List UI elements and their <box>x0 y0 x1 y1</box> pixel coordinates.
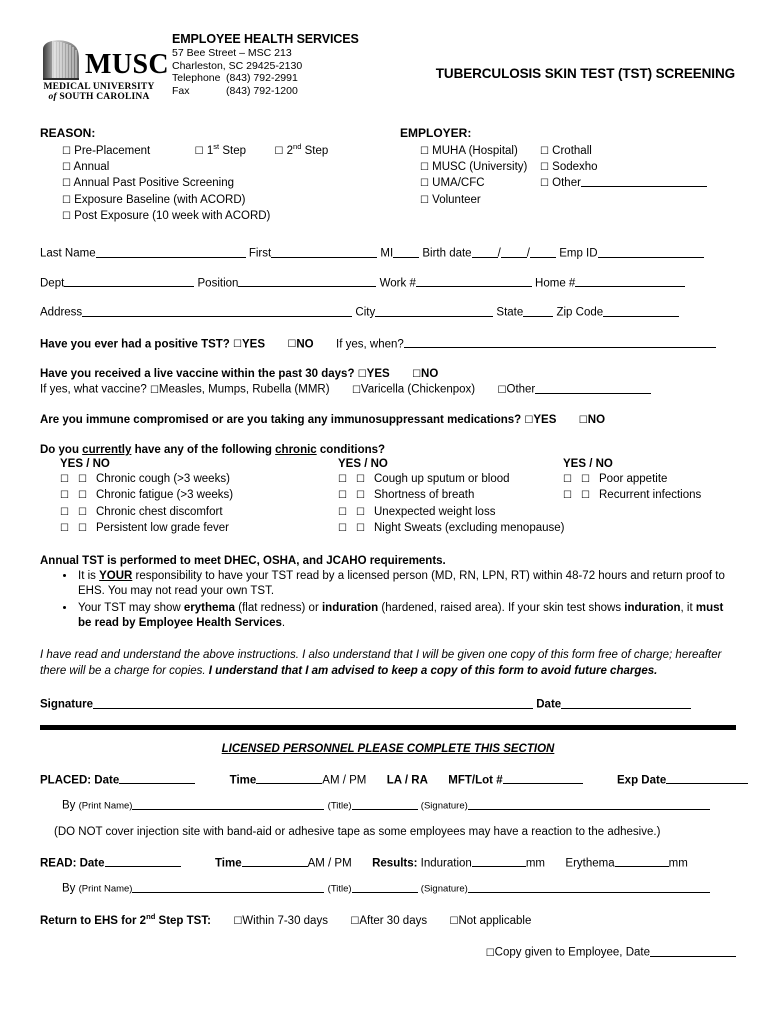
musc-sub-of: of <box>48 92 57 102</box>
zip-label: Zip Code <box>556 306 604 319</box>
read-date-input[interactable] <box>105 856 181 868</box>
vaccine-other-input[interactable] <box>535 382 651 394</box>
employer-label-other: Other <box>552 177 581 190</box>
bullet2-p3: (hardened, raised area). If your skin test shows <box>378 601 625 614</box>
musc-logo <box>40 30 170 102</box>
reason-label-annual: Annual <box>73 161 110 174</box>
bullet2-p5: . <box>281 617 286 630</box>
chronic-heading-part-2: have any of the following <box>131 443 276 456</box>
bullet2-erythema: erythema <box>183 601 236 614</box>
consent-paragraph <box>40 648 736 679</box>
reason-row-annual <box>40 159 400 175</box>
checkbox-employer-other[interactable]: ☐ <box>540 178 549 190</box>
checkbox-live-vaccine-no[interactable]: ☐ <box>412 369 422 381</box>
checkbox-weight-loss-yes[interactable]: ☐ <box>338 506 347 518</box>
vaccine-mmr-label: Measles, Mumps, Rubella (MMR) <box>158 383 330 396</box>
musc-wordmark: MUSC <box>85 49 170 80</box>
bullet2-p1: Your TST may show <box>78 601 184 614</box>
checkbox-uma-cfc[interactable]: ☐ <box>420 178 429 190</box>
checkbox-chronic-fatigue-yes[interactable]: ☐ <box>60 490 69 502</box>
section-divider <box>40 725 736 730</box>
read-induration-input[interactable] <box>472 856 526 868</box>
live-vaccine-no-label: NO <box>421 368 439 381</box>
reason-label-first-step-sup: st <box>213 142 220 152</box>
checkbox-immune-yes[interactable]: ☐ <box>524 414 534 426</box>
checkbox-second-step[interactable]: ☐ <box>274 146 284 157</box>
bullet1-pre: It is <box>78 569 100 582</box>
checkbox-night-sweats-no[interactable]: ☐ <box>356 523 365 535</box>
read-erythema-label: Erythema <box>565 857 615 870</box>
chronic-item-weight-loss <box>318 504 543 520</box>
employer-other-input[interactable] <box>581 176 707 188</box>
name-line <box>40 246 736 260</box>
position-input[interactable] <box>238 276 376 288</box>
checkbox-poor-appetite-no[interactable]: ☐ <box>581 473 590 485</box>
chronic-item-cough-sputum <box>318 471 543 487</box>
positive-tst-when-input[interactable] <box>404 337 716 349</box>
instruction-bullet-2 <box>76 601 736 632</box>
positive-tst-when-label: If yes, when? <box>336 338 404 351</box>
return-label-part-2: Step TST: <box>155 914 211 927</box>
state-input[interactable] <box>523 305 553 317</box>
checkbox-vaccine-other[interactable]: ☐ <box>497 384 507 396</box>
placed-by-row <box>40 798 736 812</box>
work-number-label: Work # <box>379 277 416 290</box>
form-sheet <box>40 30 736 959</box>
checkbox-shortness-breath-no[interactable]: ☐ <box>356 490 365 502</box>
read-induration-label: Induration <box>420 857 472 870</box>
chronic-label-weight-loss: Unexpected weight loss <box>374 505 496 518</box>
instructions-list <box>40 569 736 632</box>
first-name-label: First <box>248 247 272 260</box>
org-address-line-1: 57 Bee Street – MSC 213 <box>172 47 292 59</box>
chronic-label-poor-appetite: Poor appetite <box>599 472 668 485</box>
reason-row-exposure-baseline <box>40 192 400 208</box>
placed-signature-label: (Signature) <box>420 800 468 812</box>
employer-row-2 <box>400 159 736 175</box>
checkbox-poor-appetite-yes[interactable]: ☐ <box>563 473 572 485</box>
question-which-vaccine <box>40 382 736 396</box>
placed-title-input[interactable] <box>352 798 418 810</box>
placed-row <box>40 773 736 787</box>
address-input[interactable] <box>82 305 352 317</box>
employer-label-crothall: Crothall <box>552 145 592 157</box>
return-label-sup: nd <box>146 912 156 922</box>
musc-sub-state: SOUTH CAROLINA <box>59 92 150 102</box>
read-ampm-label[interactable]: AM / PM <box>307 857 352 870</box>
bullet2-p2: (flat redness) or <box>235 601 322 614</box>
work-number-input[interactable] <box>416 276 532 288</box>
read-signature-input[interactable] <box>468 881 710 893</box>
immune-no-label: NO <box>587 413 606 426</box>
bullet1-your: YOUR <box>99 569 133 582</box>
copy-given-row <box>40 945 736 959</box>
employer-label-uma-cfc: UMA/CFC <box>432 177 485 190</box>
bullet2-must-be-read: must be read by Employee Health Services <box>78 601 724 630</box>
placed-ampm-label[interactable]: AM / PM <box>322 774 367 787</box>
yes-no-header-col3: YES / NO <box>563 457 613 470</box>
fax-label: Fax <box>172 84 190 97</box>
placed-date-label: PLACED: Date <box>40 774 120 787</box>
yes-no-header-col1: YES / NO <box>60 457 110 470</box>
question-live-vaccine <box>40 368 736 380</box>
employer-label-musc-university: MUSC (University) <box>432 161 528 174</box>
checkbox-crothall[interactable]: ☐ <box>540 146 549 157</box>
chronic-item-low-grade-fever <box>40 520 318 536</box>
checkbox-recurrent-infections-no[interactable]: ☐ <box>581 490 590 502</box>
read-title-input[interactable] <box>352 881 418 893</box>
reason-row-first <box>40 143 400 159</box>
bullet1-post: responsibility to have your TST read by a licensed person (MD, RN, LPN, RT) within 48-72 hours and return proof to EHS. You may not read your own TST. <box>78 569 725 598</box>
checkbox-chronic-cough-yes[interactable]: ☐ <box>60 473 69 485</box>
employer-option-uma-cfc <box>420 175 540 191</box>
checkbox-volunteer[interactable]: ☐ <box>420 194 429 206</box>
reason-employer-section <box>40 126 736 224</box>
live-vaccine-yes-label: YES <box>366 368 390 381</box>
mi-label: MI <box>380 247 394 260</box>
chronic-label-chronic-cough: Chronic cough (>3 weeks) <box>96 472 230 485</box>
read-title-label: (Title) <box>327 883 352 895</box>
read-print-name-label: (Print Name) <box>78 883 133 895</box>
reason-label-post-exposure: Post Exposure (10 week with ACORD) <box>74 209 271 222</box>
telephone-value: (843) 792-2991 <box>226 72 298 85</box>
employer-option-sodexho <box>540 159 736 175</box>
placed-mft-lot-label: MFT/Lot # <box>448 774 503 787</box>
chronic-label-cough-sputum: Cough up sputum or blood <box>374 472 510 485</box>
date-slash-1: / <box>497 247 501 260</box>
address-label: Address <box>40 306 83 319</box>
chronic-label-recurrent-infections: Recurrent infections <box>599 489 702 502</box>
checkbox-sodexho[interactable]: ☐ <box>540 162 549 174</box>
emp-id-label: Emp ID <box>559 247 598 260</box>
checkbox-weight-loss-no[interactable]: ☐ <box>356 506 365 518</box>
employer-option-volunteer <box>420 192 540 208</box>
checkbox-chest-discomfort-no[interactable]: ☐ <box>78 506 87 518</box>
emp-id-input[interactable] <box>598 246 704 258</box>
chronic-label-low-grade-fever: Persistent low grade fever <box>96 522 229 535</box>
checkbox-night-sweats-yes[interactable]: ☐ <box>338 523 347 535</box>
checkbox-cough-sputum-no[interactable]: ☐ <box>356 473 365 485</box>
read-time-input[interactable] <box>242 856 308 868</box>
checkbox-recurrent-infections-yes[interactable]: ☐ <box>563 490 572 502</box>
bullet2-p4: , it <box>680 601 696 614</box>
chronic-yes-no-headers <box>40 458 736 470</box>
chronic-heading-chronic: chronic <box>275 443 317 456</box>
dept-line <box>40 276 736 290</box>
home-number-input[interactable] <box>575 276 685 288</box>
first-name-input[interactable] <box>271 246 377 258</box>
yes-no-header-col2: YES / NO <box>338 457 388 470</box>
fax-value: (843) 792-1200 <box>226 84 298 97</box>
checkbox-chronic-cough-no[interactable]: ☐ <box>78 473 87 485</box>
placed-exp-date-input[interactable] <box>666 773 748 785</box>
chronic-item-chronic-cough <box>40 471 318 487</box>
musc-sub-line-2 <box>40 92 158 102</box>
reason-label-second-step-word: Step <box>304 145 329 157</box>
read-signature-label: (Signature) <box>420 883 468 895</box>
employer-option-other <box>540 175 736 191</box>
read-date-label: READ: Date <box>40 857 105 870</box>
read-erythema-input[interactable] <box>615 856 669 868</box>
chronic-item-night-sweats <box>318 520 565 536</box>
telephone-label: Telephone <box>172 72 221 85</box>
vaccine-varicella-label: Varicella (Chickenpox) <box>360 383 476 396</box>
chronic-heading-currently: currently <box>82 443 132 456</box>
checkbox-vaccine-varicella[interactable]: ☐ <box>351 384 361 396</box>
checkbox-first-step[interactable]: ☐ <box>194 146 204 157</box>
chronic-label-night-sweats: Night Sweats (excluding menopause) <box>374 522 565 535</box>
copy-given-date-input[interactable] <box>650 945 736 957</box>
state-label: State <box>496 306 524 319</box>
placed-date-input[interactable] <box>119 773 195 785</box>
read-time-label: Time <box>214 857 242 870</box>
question-positive-tst <box>40 337 736 351</box>
city-label: City <box>355 306 376 319</box>
chronic-conditions-grid <box>40 471 736 537</box>
vaccine-other-label: Other <box>506 383 536 396</box>
placed-print-name-input[interactable] <box>132 798 324 810</box>
chronic-label-chronic-fatigue: Chronic fatigue (>3 weeks) <box>96 489 234 502</box>
home-number-label: Home # <box>535 277 576 290</box>
chronic-heading-part-1: Do you <box>40 443 83 456</box>
adhesive-note: (DO NOT cover injection site with band-aid or adhesive tape as some employees may have a reaction to the adhesive.) <box>54 825 661 838</box>
reason-label-second-step-sup: nd <box>292 142 302 152</box>
placed-time-label: Time <box>229 774 257 787</box>
reason-label-first-step-word: Step <box>222 145 246 157</box>
checkbox-post-exposure[interactable]: ☐ <box>62 210 71 222</box>
read-induration-mm: mm <box>525 857 545 870</box>
checkbox-vaccine-mmr[interactable]: ☐ <box>149 384 159 396</box>
employer-row-4 <box>400 192 736 208</box>
org-telephone <box>172 72 359 85</box>
reason-column <box>40 126 400 224</box>
date-slash-2: / <box>526 247 530 260</box>
reason-label-exposure-baseline: Exposure Baseline (with ACORD) <box>74 193 246 206</box>
read-by-label: By <box>62 882 76 895</box>
employer-option-crothall <box>540 143 736 159</box>
document-header <box>40 30 736 108</box>
checkbox-exposure-baseline[interactable]: ☐ <box>62 194 71 206</box>
employer-option-musc-university <box>420 159 540 175</box>
licensed-section-title: LICENSED PERSONNEL PLEASE COMPLETE THIS SECTION <box>221 742 555 755</box>
question-immune-compromised <box>40 414 736 426</box>
zip-input[interactable] <box>603 305 679 317</box>
checkbox-low-grade-fever-no[interactable]: ☐ <box>78 523 87 535</box>
signature-date-input[interactable] <box>561 697 691 709</box>
checkbox-annual-past-positive[interactable]: ☐ <box>62 178 71 190</box>
birth-date-label: Birth date <box>422 247 472 260</box>
instructions-heading: Annual TST is performed to meet DHEC, OSHA, and JCAHO requirements. <box>40 554 446 567</box>
placed-by-label: By <box>62 799 76 812</box>
placed-exp-date-label: Exp Date <box>617 774 667 787</box>
mi-input[interactable] <box>393 246 419 258</box>
position-label: Position <box>197 277 239 290</box>
placed-time-input[interactable] <box>256 773 322 785</box>
reason-label-first-step-num: 1 <box>206 145 214 157</box>
immune-yes-label: YES <box>533 413 557 426</box>
org-fax <box>172 85 359 98</box>
read-erythema-mm: mm <box>668 857 688 870</box>
read-row <box>40 856 736 870</box>
birth-day-input[interactable] <box>501 246 527 258</box>
org-address-line-2: Charleston, SC 29425-2130 <box>172 59 303 72</box>
bullet2-induration-2: induration <box>624 601 681 614</box>
return-option-after-30: After 30 days <box>359 914 428 927</box>
address-line <box>40 305 736 319</box>
birth-year-input[interactable] <box>530 246 556 258</box>
chronic-heading-part-3: conditions? <box>316 443 386 456</box>
checkbox-chronic-fatigue-no[interactable]: ☐ <box>78 490 87 502</box>
reason-row-post-exposure <box>40 208 400 224</box>
checkbox-immune-no[interactable]: ☐ <box>578 414 588 426</box>
last-name-input[interactable] <box>96 246 246 258</box>
signature-input[interactable] <box>93 697 533 709</box>
birth-month-input[interactable] <box>472 246 498 258</box>
checkbox-live-vaccine-yes[interactable]: ☐ <box>357 369 367 381</box>
return-option-not-applicable: Not applicable <box>458 914 532 927</box>
read-print-name-input[interactable] <box>132 881 324 893</box>
page-title: TUBERCULOSIS SKIN TEST (TST) SCREENING <box>435 66 735 81</box>
checkbox-shortness-breath-yes[interactable]: ☐ <box>338 490 347 502</box>
musc-sub-line-1: MEDICAL UNIVERSITY <box>43 82 155 92</box>
checkbox-return-within-7-30[interactable]: ☐ <box>233 915 243 927</box>
checkbox-muha[interactable]: ☐ <box>420 146 429 157</box>
return-to-ehs-row <box>40 912 736 927</box>
employer-label-sodexho: Sodexho <box>552 161 598 174</box>
consent-part-2: I understand that I am advised to keep a copy of this form to avoid future charges. <box>208 664 658 677</box>
reason-label-annual-past-positive: Annual Past Positive Screening <box>73 177 234 190</box>
chronic-item-poor-appetite <box>543 471 736 487</box>
consent-part-1: I have read and understand the above instructions. I also understand that I will be given one copy of this form free of charge; hereafter there will be a charge for copies. <box>40 648 722 677</box>
positive-tst-yes-label: YES <box>241 338 265 351</box>
checkbox-positive-tst-no[interactable]: ☐ <box>287 339 297 351</box>
reason-label-pre-placement: Pre-Placement <box>74 145 151 157</box>
chronic-label-shortness-breath: Shortness of breath <box>374 489 475 502</box>
reason-row-annual-past-positive <box>40 175 400 191</box>
signature-label: Signature <box>40 698 94 711</box>
checkbox-pre-placement[interactable]: ☐ <box>62 146 71 157</box>
dept-input[interactable] <box>64 276 194 288</box>
employer-row-1 <box>400 143 736 159</box>
question-live-vaccine-label: Have you received a live vaccine within the past 30 days? <box>40 368 355 381</box>
checkbox-cough-sputum-yes[interactable]: ☐ <box>338 473 347 485</box>
read-by-row <box>40 881 736 895</box>
reason-label-second-step-num: 2 <box>286 145 293 157</box>
reason-heading: REASON: <box>40 126 96 140</box>
chronic-column-2 <box>318 471 565 537</box>
checkbox-low-grade-fever-yes[interactable]: ☐ <box>60 523 69 535</box>
positive-tst-no-label: NO <box>296 338 314 351</box>
last-name-label: Last Name <box>40 247 96 260</box>
chronic-item-recurrent-infections <box>543 487 736 503</box>
org-name: EMPLOYEE HEALTH SERVICES <box>172 32 359 46</box>
chronic-item-shortness-breath <box>318 487 543 503</box>
musc-building-icon <box>40 36 82 80</box>
question-immune-label: Are you immune compromised or are you taking any immunosuppressant medications? <box>40 413 522 426</box>
checkbox-positive-tst-yes[interactable]: ☐ <box>233 339 242 351</box>
return-label-part-1: Return to EHS for 2 <box>40 914 147 927</box>
checkbox-chest-discomfort-yes[interactable]: ☐ <box>60 506 69 518</box>
city-input[interactable] <box>375 305 493 317</box>
instruction-bullet-1 <box>76 569 736 600</box>
copy-given-label: Copy given to Employee, Date <box>494 946 650 959</box>
checkbox-annual[interactable]: ☐ <box>62 162 71 174</box>
placed-signature-input[interactable] <box>468 798 710 810</box>
return-option-within-7-30: Within 7-30 days <box>242 914 328 927</box>
chronic-label-chest-discomfort: Chronic chest discomfort <box>96 505 223 518</box>
employer-heading: EMPLOYER: <box>400 126 472 140</box>
placed-print-name-label: (Print Name) <box>78 800 133 812</box>
checkbox-return-after-30[interactable]: ☐ <box>350 915 360 927</box>
placed-la-ra-label[interactable]: LA / RA <box>386 774 428 787</box>
chronic-column-1 <box>40 471 318 537</box>
organization-info <box>172 30 359 97</box>
employer-label-muha: MUHA (Hospital) <box>432 145 518 157</box>
employer-row-3 <box>400 175 736 191</box>
chronic-conditions-heading <box>40 444 736 456</box>
chronic-item-chronic-fatigue <box>40 487 318 503</box>
employer-column <box>400 126 736 224</box>
placed-title-label: (Title) <box>327 800 352 812</box>
placed-mft-lot-input[interactable] <box>503 773 583 785</box>
employer-label-volunteer: Volunteer <box>432 193 481 206</box>
employee-signature-line <box>40 697 736 711</box>
chronic-column-3 <box>543 471 736 537</box>
chronic-item-chest-discomfort <box>40 504 318 520</box>
dept-label: Dept <box>40 277 65 290</box>
question-positive-tst-label: Have you ever had a positive TST? <box>40 338 230 351</box>
bullet2-induration: induration <box>321 601 379 614</box>
checkbox-return-not-applicable[interactable]: ☐ <box>449 915 459 927</box>
signature-date-label: Date <box>536 698 562 711</box>
checkbox-copy-given[interactable]: ☐ <box>485 947 495 959</box>
read-results-label: Results: <box>372 857 418 870</box>
employer-option-muha <box>420 143 540 159</box>
checkbox-musc-university[interactable]: ☐ <box>420 162 429 174</box>
which-vaccine-label: If yes, what vaccine? <box>40 383 147 396</box>
